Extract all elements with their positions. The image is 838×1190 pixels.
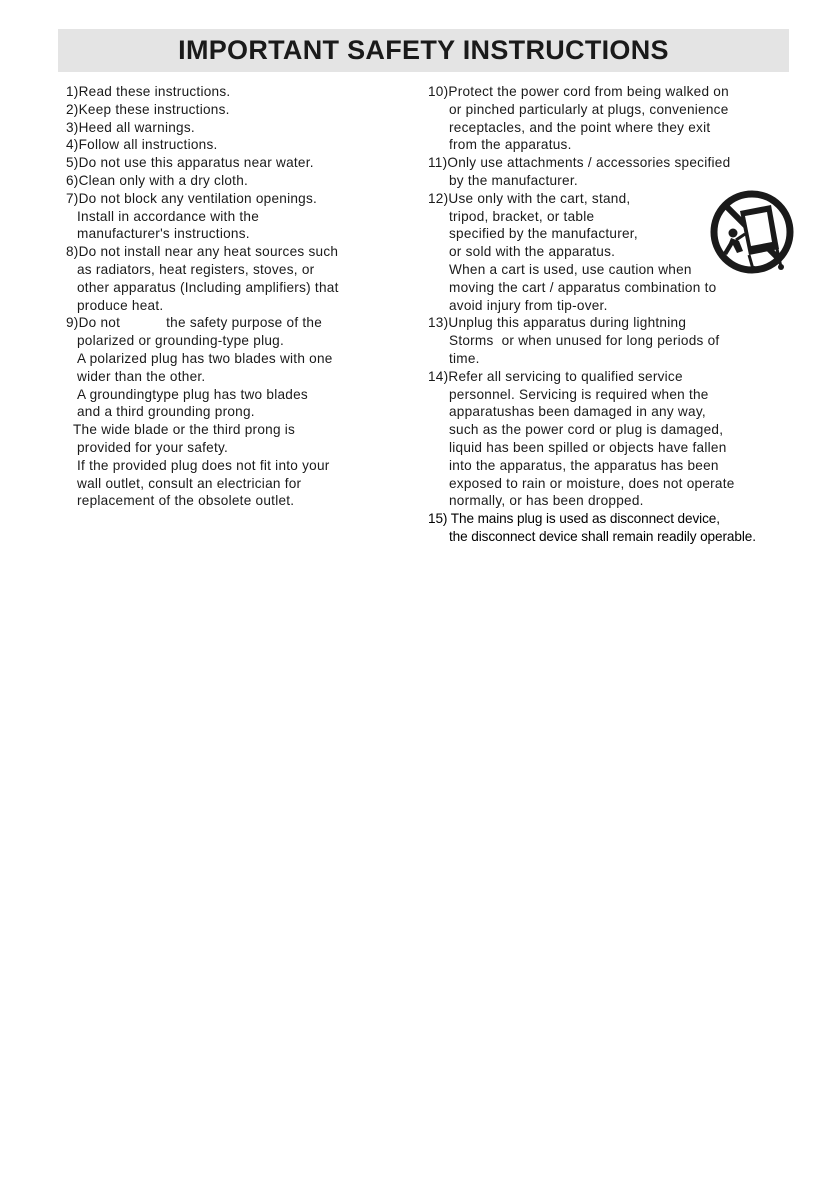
page-title: IMPORTANT SAFETY INSTRUCTIONS <box>178 35 669 65</box>
instruction-14-cont-7: normally, or has been dropped. <box>449 493 644 509</box>
instruction-9-cont-9: wall outlet, consult an electrician for <box>77 475 302 491</box>
instruction-5: 5)Do not use this apparatus near water. <box>66 155 314 171</box>
instruction-2: 2)Keep these instructions. <box>66 101 230 117</box>
instruction-13-cont-1: Storms or when unused for long periods of <box>449 333 720 349</box>
instruction-14-cont-5: into the apparatus, the apparatus has been <box>449 457 719 473</box>
instruction-9-cont-4: A groundingtype plug has two blades <box>77 386 308 402</box>
instruction-9-cont-10: replacement of the obsolete outlet. <box>77 493 295 509</box>
instruction-9-cont-7: provided for your safety. <box>77 439 229 455</box>
instruction-8-cont-1: as radiators, heat registers, stoves, or <box>77 261 315 277</box>
right-column <box>428 83 788 546</box>
instruction-14-cont-3: such as the power cord or plug is damaged, <box>449 422 724 438</box>
instruction-12-cont-6: avoid injury from tip-over. <box>449 297 608 313</box>
instruction-14-cont-1: personnel. Servicing is required when the <box>449 386 709 402</box>
instruction-10-cont-1: or pinched particularly at plugs, convenience <box>449 101 729 117</box>
instruction-8-cont-3: produce heat. <box>77 297 164 313</box>
instruction-15: 15) The mains plug is used as disconnect device, <box>428 511 720 527</box>
instruction-9-cont-1: polarized or grounding-type plug. <box>77 333 284 349</box>
instruction-9-cont-3: wider than the other. <box>77 368 206 384</box>
instruction-7: 7)Do not block any ventilation openings. <box>66 190 318 206</box>
instruction-12-cont-5: moving the cart / apparatus combination to <box>449 279 717 295</box>
instruction-14-cont-6: exposed to rain or moisture, does not operate <box>449 475 735 491</box>
instruction-7-cont-1: Install in accordance with the <box>77 208 260 224</box>
instruction-9-cont-8: If the provided plug does not fit into your <box>77 457 330 473</box>
instruction-9 <box>66 314 411 332</box>
instruction-1: 1)Read these instructions. <box>66 84 231 99</box>
instruction-9-cont-6: The wide blade or the third prong is <box>73 422 296 438</box>
instruction-3: 3)Heed all warnings. <box>66 119 195 135</box>
instruction-9-cont-5: and a third grounding prong. <box>77 404 255 420</box>
instruction-4: 4)Follow all instructions. <box>66 137 218 153</box>
instruction-6: 6)Clean only with a dry cloth. <box>66 172 249 188</box>
instruction-12: 12)Use only with the cart, stand, <box>428 190 631 206</box>
cart-tip-over-warning-icon <box>709 189 795 275</box>
instruction-8-cont-2: other apparatus (Including amplifiers) that <box>77 279 339 295</box>
instruction-10-cont-2: receptacles, and the point where they exit <box>449 119 711 135</box>
instruction-12-cont-2: specified by the manufacturer, <box>449 226 638 242</box>
instruction-15-cont-1: the disconnect device shall remain readily operable. <box>449 528 756 544</box>
instruction-12-cont-1: tripod, bracket, or table <box>449 208 595 224</box>
instruction-14-cont-2: apparatushas been damaged in any way, <box>449 404 706 420</box>
instruction-14-cont-4: liquid has been spilled or objects have fallen <box>449 439 727 455</box>
instruction-11-cont-1: by the manufacturer. <box>449 172 578 188</box>
instruction-10-cont-3: from the apparatus. <box>449 137 572 153</box>
instruction-11: 11)Only use attachments / accessories specified <box>428 155 731 171</box>
instruction-14: 14)Refer all servicing to qualified service <box>428 368 683 384</box>
instruction-12-cont-3: or sold with the apparatus. <box>449 244 616 260</box>
instruction-13: 13)Unplug this apparatus during lightning <box>428 315 687 331</box>
instruction-9-cont-2: A polarized plug has two blades with one <box>77 350 333 366</box>
title-bar <box>58 29 789 72</box>
instruction-9-end: the safety purpose of the <box>166 315 323 331</box>
instruction-9-start: 9)Do not <box>66 315 121 331</box>
instruction-12-cont-4: When a cart is used, use caution when <box>449 261 692 277</box>
instruction-13-cont-2: time. <box>449 350 480 366</box>
left-column <box>66 83 411 510</box>
instruction-7-cont-2: manufacturer's instructions. <box>77 226 250 242</box>
instruction-8: 8)Do not install near any heat sources such <box>66 244 339 260</box>
instruction-10: 10)Protect the power cord from being walked on <box>428 84 729 99</box>
